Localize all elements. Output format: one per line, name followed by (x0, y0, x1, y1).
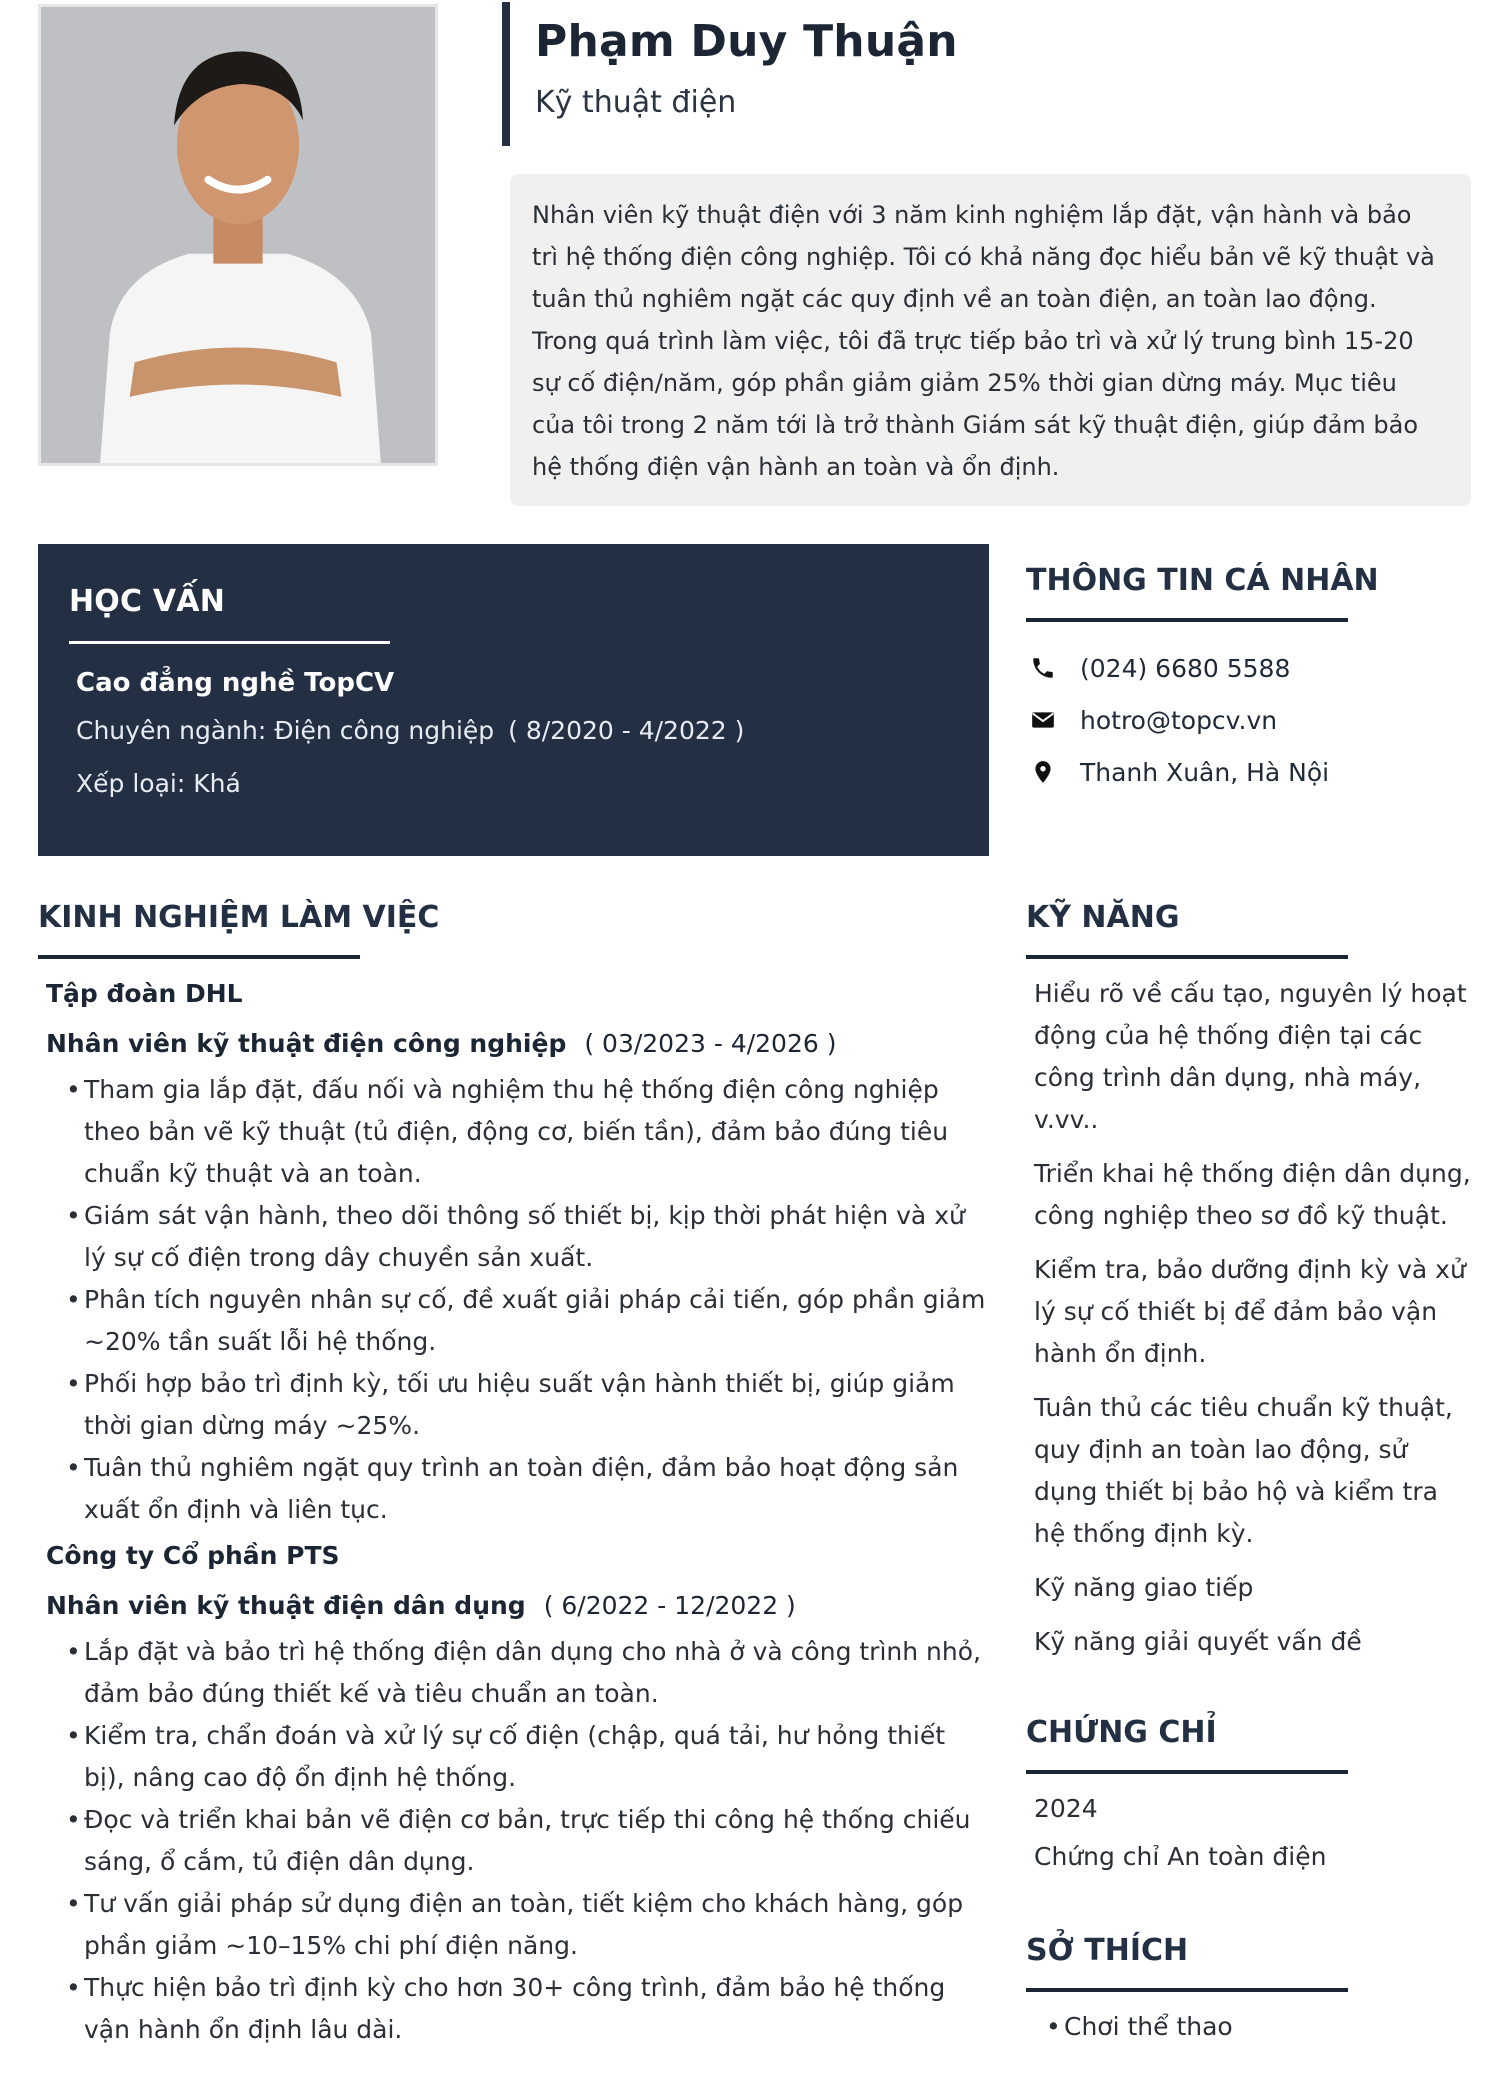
hobbies-section (1026, 1933, 1476, 2048)
envelope-icon (1030, 707, 1056, 733)
contact-address (1030, 746, 1476, 798)
skills-divider (1026, 955, 1348, 959)
job-position: Nhân viên kỹ thuật điện dân dụng (46, 1591, 526, 1620)
job-entry (38, 1531, 988, 2051)
contact-address-text: Thanh Xuân, Hà Nội (1080, 757, 1330, 787)
personal-info-heading: THÔNG TIN CÁ NHÂN (1026, 563, 1379, 598)
education-major-row (76, 716, 958, 745)
hobby-list (1026, 2006, 1476, 2048)
certificate-year: 2024 (1034, 1794, 1098, 1823)
hobbies-heading: SỞ THÍCH (1026, 1933, 1189, 1968)
skill-item: Kỹ năng giải quyết vấn đề (1034, 1627, 1362, 1656)
job-task-list (66, 1069, 988, 1531)
job-period: ( 6/2022 - 12/2022 ) (543, 1591, 796, 1620)
education-grade: Xếp loại: Khá (76, 769, 241, 798)
contact-phone (1030, 642, 1476, 694)
name-block (502, 2, 958, 146)
certificates-section (1026, 1715, 1476, 1878)
skill-item: Hiểu rõ về cấu tạo, nguyên lý hoạt động của hệ thống điện tại các công trình dân dụng, nhà máy, v.vv.. (1034, 979, 1467, 1134)
education-period: ( 8/2020 - 4/2022 ) (508, 716, 745, 745)
job-entry (38, 969, 988, 1531)
contact-email-text[interactable]: hotro@topcv.vn (1080, 705, 1278, 735)
hobbies-divider (1026, 1988, 1348, 1992)
certificates-divider (1026, 1770, 1348, 1774)
contact-email (1030, 694, 1476, 746)
job-period: ( 03/2023 - 4/2026 ) (584, 1029, 837, 1058)
education-heading: HỌC VẤN (69, 584, 226, 619)
job-task: • Phối hợp bảo trì định kỳ, tối ưu hiệu suất vận hành thiết bị, giúp giảm thời gian dừng máy ~25%. (66, 1363, 988, 1447)
job-task: • Giám sát vận hành, theo dõi thông số thiết bị, kịp thời phát hiện và xử lý sự cố điện trong dây chuyền sản xuất. (66, 1195, 988, 1279)
certificate-name: Chứng chỉ An toàn điện (1034, 1842, 1327, 1871)
education-section (38, 544, 989, 856)
profile-photo (38, 4, 438, 466)
job-task: • Tham gia lắp đặt, đấu nối và nghiệm thu hệ thống điện công nghiệp theo bản vẽ kỹ thuật (tủ điện, động cơ, biến tần), đảm bảo đúng tiêu chuẩn kỹ thuật và an toàn. (66, 1069, 988, 1195)
experience-heading: KINH NGHIỆM LÀM VIỆC (38, 900, 440, 935)
skills-section (1026, 900, 1476, 1675)
job-position-row (46, 1581, 988, 1631)
candidate-title: Kỹ thuật điện (535, 85, 737, 120)
person-illustration (41, 7, 435, 463)
education-school: Cao đẳng nghề TopCV (76, 668, 395, 698)
contact-phone-text[interactable]: (024) 6680 5588 (1080, 653, 1291, 683)
job-task: • Thực hiện bảo trì định kỳ cho hơn 30+ công trình, đảm bảo hệ thống vận hành ổn định lâu dài. (66, 1967, 988, 2051)
job-position-row (46, 1019, 988, 1069)
skills-heading: KỸ NĂNG (1026, 900, 1180, 935)
experience-section (38, 900, 988, 2051)
skill-item: Kiểm tra, bảo dưỡng định kỳ và xử lý sự cố thiết bị để đảm bảo vận hành ổn định. (1034, 1255, 1466, 1368)
job-company: Tập đoàn DHL (46, 979, 243, 1008)
job-task: • Tuân thủ nghiêm ngặt quy trình an toàn điện, đảm bảo hoạt động sản xuất ổn định và liên tục. (66, 1447, 988, 1531)
job-task: • Kiểm tra, chẩn đoán và xử lý sự cố điện (chập, quá tải, hư hỏng thiết bị), nâng cao độ ổn định hệ thống. (66, 1715, 988, 1799)
job-task: • Phân tích nguyên nhân sự cố, đề xuất giải pháp cải tiến, góp phần giảm ~20% tần suất lỗi hệ thống. (66, 1279, 988, 1363)
career-summary: Nhân viên kỹ thuật điện với 3 năm kinh nghiệm lắp đặt, vận hành và bảo trì hệ thống điện công nghiệp. Tôi có khả năng đọc hiểu bản vẽ kỹ thuật và tuân thủ nghiêm ngặt các quy định về an toàn điện, an toàn lao động. Trong quá trình làm việc, tôi đã trực tiếp bảo trì và xử lý trung bình 15-20 sự cố điện/năm, góp phần giảm giảm 25% thời gian dừng máy. Mục tiêu của tôi trong 2 năm tới là trở thành Giám sát kỹ thuật điện, giúp đảm bảo hệ thống điện vận hành an toàn và ổn định. (510, 174, 1471, 506)
personal-info-section (1026, 563, 1476, 798)
skill-item: Triển khai hệ thống điện dân dụng, công nghiệp theo sơ đồ kỹ thuật. (1034, 1159, 1471, 1230)
phone-icon (1030, 655, 1056, 681)
skill-item: Kỹ năng giao tiếp (1034, 1573, 1254, 1602)
map-pin-icon (1030, 759, 1056, 785)
certificates-heading: CHỨNG CHỈ (1026, 1715, 1217, 1750)
hobby-item: • Chơi thể thao (1046, 2006, 1476, 2048)
job-position: Nhân viên kỹ thuật điện công nghiệp (46, 1029, 567, 1058)
job-task: • Lắp đặt và bảo trì hệ thống điện dân dụng cho nhà ở và công trình nhỏ, đảm bảo đúng thiết kế và tiêu chuẩn an toàn. (66, 1631, 988, 1715)
skill-item: Tuân thủ các tiêu chuẩn kỹ thuật, quy định an toàn lao động, sử dụng thiết bị bảo hộ và kiểm tra hệ thống định kỳ. (1034, 1393, 1453, 1548)
experience-divider (38, 955, 360, 959)
job-task-list (66, 1631, 988, 2051)
job-task: • Đọc và triển khai bản vẽ điện cơ bản, trực tiếp thi công hệ thống chiếu sáng, ổ cắm, tủ điện dân dụng. (66, 1799, 988, 1883)
job-task: • Tư vấn giải pháp sử dụng điện an toàn, tiết kiệm cho khách hàng, góp phần giảm ~10–15% chi phí điện năng. (66, 1883, 988, 1967)
candidate-name: Phạm Duy Thuận (535, 16, 958, 67)
education-major: Chuyên ngành: Điện công nghiệp (76, 716, 495, 745)
personal-info-divider (1026, 618, 1348, 622)
job-company: Công ty Cổ phần PTS (46, 1541, 340, 1570)
education-divider (69, 641, 390, 644)
